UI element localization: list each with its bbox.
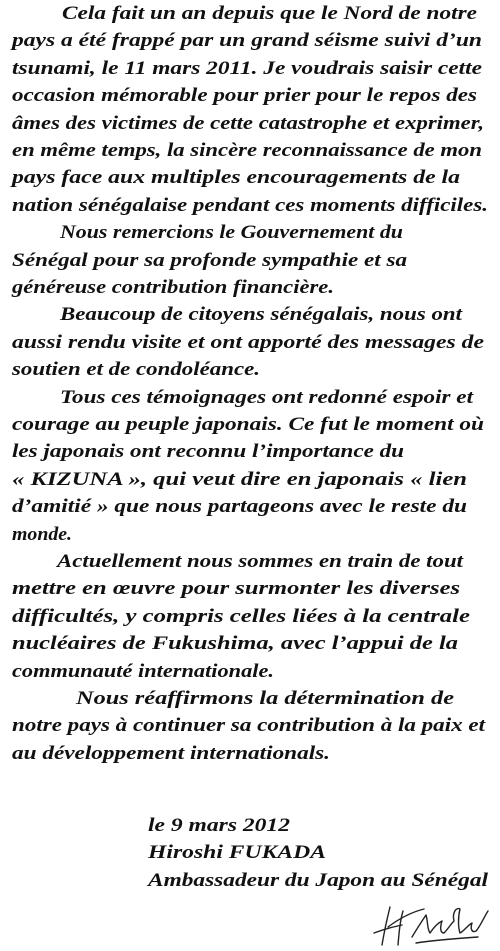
text-line: pays a été frappé par un grand séisme suivi d’un bbox=[12, 30, 483, 51]
text-line: nucléaires de Fukushima, avec l’appui de la bbox=[12, 633, 458, 654]
text-line: « KIZUNA », qui veut dire en japonais « lien bbox=[12, 469, 467, 490]
text-line: en même temps, la sincère reconnaissance de mon bbox=[12, 140, 483, 161]
letter-date: le 9 mars 2012 bbox=[148, 815, 290, 836]
text-line: Nous réaffirmons la détermination de bbox=[76, 688, 454, 709]
text-line: généreuse contribution financière. bbox=[12, 277, 334, 298]
text-line: occasion mémorable pour prier pour le repos des bbox=[12, 85, 477, 106]
text-line: Nous remercions le Gouvernement du bbox=[60, 222, 403, 243]
text-line: difficultés, y compris celles liées à la centrale bbox=[12, 606, 470, 627]
text-line: tsunami, le 11 mars 2011. Je voudrais saisir cette bbox=[12, 58, 483, 79]
text-line: Tous ces témoignages ont redonné espoir et bbox=[60, 387, 474, 408]
text-line: nation sénégalaise pendant ces moments difficiles. bbox=[12, 195, 489, 216]
text-line: Cela fait un an depuis que le Nord de notre bbox=[62, 3, 477, 24]
text-line: aussi rendu visite et ont apporté des messages de bbox=[12, 332, 484, 353]
text-line: Beaucoup de citoyens sénégalais, nous ont bbox=[60, 304, 462, 325]
text-line: soutien et de condoléance. bbox=[12, 359, 261, 380]
signer-name: Hiroshi FUKADA bbox=[148, 842, 327, 863]
text-line: les japonais ont reconnu l’importance du bbox=[12, 441, 405, 462]
text-line: Actuellement nous sommes en train de tout bbox=[57, 551, 464, 572]
text-line: au développement internationals. bbox=[12, 743, 330, 764]
text-line: âmes des victimes de cette catastrophe et exprimer, bbox=[12, 113, 485, 134]
text-line: pays face aux multiples encouragements de la bbox=[12, 167, 460, 188]
text-line: mettre en œuvre pour surmonter les diverses bbox=[12, 578, 460, 599]
text-line: communauté internationale. bbox=[12, 661, 274, 682]
signer-title: Ambassadeur du Japon au Sénégal bbox=[148, 870, 488, 891]
text-line: d’amitié » que nous partageons avec le reste du bbox=[12, 496, 467, 517]
handwritten-signature bbox=[368, 903, 494, 949]
text-line: courage au peuple japonais. Ce fut le moment où bbox=[12, 414, 485, 435]
text-line: notre pays à continuer sa contribution à la paix et bbox=[12, 715, 486, 736]
text-line: monde. bbox=[12, 524, 72, 545]
text-line: Sénégal pour sa profonde sympathie et sa bbox=[12, 250, 407, 271]
